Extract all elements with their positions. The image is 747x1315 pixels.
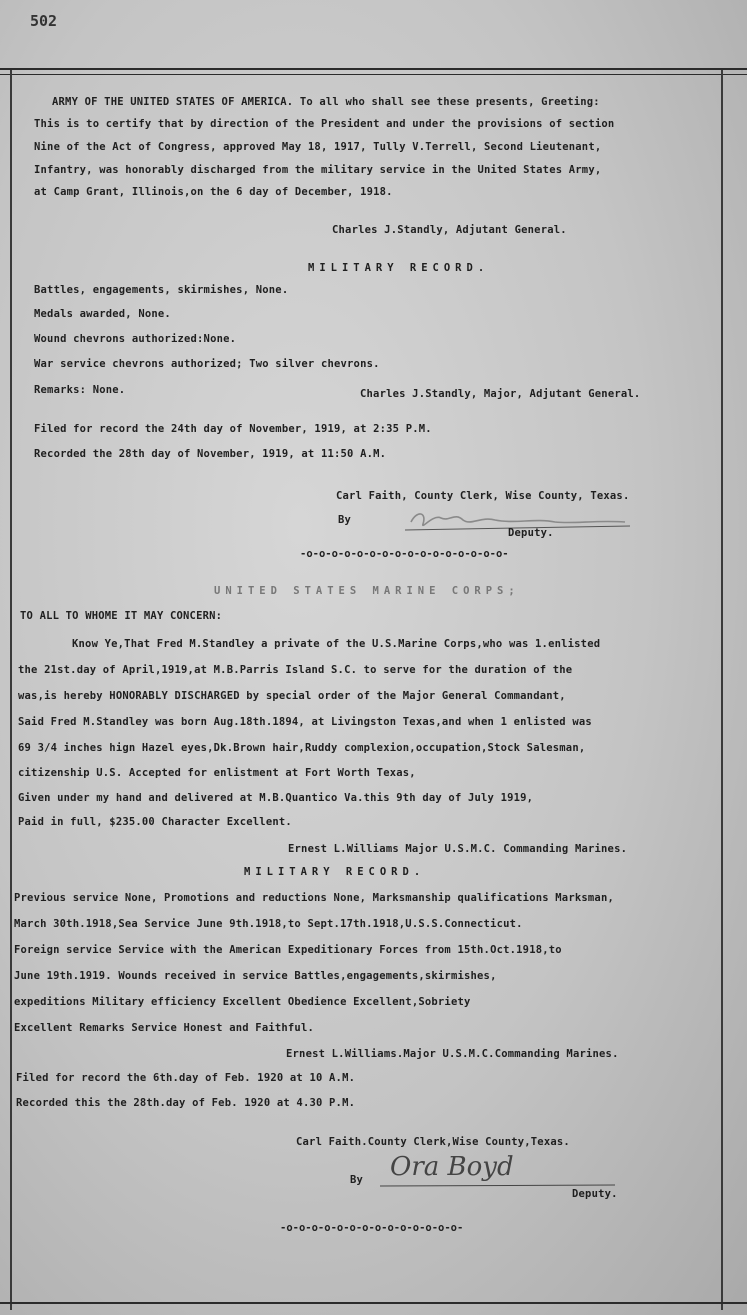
marine-record-line: March 30th.1918,Sea Service June 9th.1918,to Sept.17th.1918,U.S.S.Connecticut. [14, 918, 523, 930]
army-record-line: Medals awarded, None. [34, 308, 171, 320]
marine-clerk-line: Carl Faith.County Clerk,Wise County,Texas. [296, 1136, 570, 1148]
marine-recorded-line: Recorded this the 28th.day of Feb. 1920 at 4.30 P.M. [16, 1097, 356, 1109]
marine-filed-line: Filed for record the 6th.day of Feb. 1920 at 10 A.M. [16, 1072, 356, 1084]
army-signature-line: Charles J.Standly, Adjutant General. [332, 224, 567, 236]
army-by-label: By [338, 514, 352, 526]
marine-deputy-label: Deputy. [572, 1188, 618, 1200]
army-record-line: War service chevrons authorized; Two silver chevrons. [34, 358, 380, 370]
marine-body-line: citizenship U.S. Accepted for enlistment at Fort Worth Texas, [18, 767, 416, 779]
army-cert-line: Nine of the Act of Congress, approved May 18, 1917, Tully V.Terrell, Second Lieutenant, [34, 141, 602, 153]
marine-body-line: Said Fred M.Standley was born Aug.18th.1894, at Livingston Texas,and when 1 enlisted was [18, 716, 592, 728]
marine-heading: UNITED STATES MARINE CORPS; [214, 585, 520, 597]
marine-by-label: By [350, 1174, 364, 1186]
army-cert-line: This is to certify that by direction of the President and under the provisions of section [34, 118, 615, 130]
army-cert-line: Infantry, was honorably discharged from the military service in the United States Army, [34, 164, 602, 176]
marine-record-line: Foreign service Service with the American Expeditionary Forces from 15th.Oct.1918,to [14, 944, 562, 956]
section-separator: -o-o-o-o-o-o-o-o-o-o-o-o-o-o-o-o- [300, 548, 509, 560]
bottom-separator: -o-o-o-o-o-o-o-o-o-o-o-o-o-o- [280, 1222, 464, 1234]
marine-deputy-signature: Ora Boyd [390, 1152, 514, 1182]
army-recorded-line: Recorded the 28th day of November, 1919, at 11:50 A.M. [34, 448, 387, 460]
right-margin-rule [721, 70, 723, 1310]
army-remarks-signature: Charles J.Standly, Major, Adjutant General. [360, 388, 641, 400]
marine-record-line: June 19th.1919. Wounds received in service Battles,engagements,skirmishes, [14, 970, 497, 982]
marine-military-record-heading: MILITARY RECORD. [244, 866, 426, 878]
marine-body-line: was,is hereby HONORABLY DISCHARGED by special order of the Major General Commandant, [18, 690, 566, 702]
left-margin-rule [10, 70, 12, 1310]
army-cert-line: at Camp Grant, Illinois,on the 6 day of December, 1918. [34, 186, 393, 198]
army-military-record-heading: MILITARY RECORD. [308, 262, 490, 274]
army-remarks-label: Remarks: None. [34, 384, 126, 396]
marine-salutation: TO ALL TO WHOME IT MAY CONCERN: [20, 610, 223, 622]
army-filed-line: Filed for record the 24th day of November, 1919, at 2:35 P.M. [34, 423, 432, 435]
top-rule-thin [0, 74, 747, 75]
marine-signature-2: Ernest L.Williams.Major U.S.M.C.Commanding Marines. [286, 1048, 619, 1060]
marine-body-line: 69 3/4 inches hign Hazel eyes,Dk.Brown hair,Ruddy complexion,occupation,Stock Salesman, [18, 742, 586, 754]
army-record-line: Wound chevrons authorized:None. [34, 333, 237, 345]
page-number: 502 [30, 12, 58, 30]
top-rule [0, 68, 747, 70]
marine-body-line: Know Ye,That Fred M.Standley a private of the U.S.Marine Corps,who was 1.enlisted [72, 638, 601, 650]
army-clerk-line: Carl Faith, County Clerk, Wise County, Texas. [336, 490, 630, 502]
marine-body-line: the 21st.day of April,1919,at M.B.Parris Island S.C. to serve for the duration of the [18, 664, 573, 676]
marine-body-line: Given under my hand and delivered at M.B.Quantico Va.this 9th day of July 1919, [18, 792, 534, 804]
marine-record-line: Excellent Remarks Service Honest and Faithful. [14, 1022, 314, 1034]
marine-record-line: Previous service None, Promotions and reductions None, Marksmanship qualifications Marksman, [14, 892, 614, 904]
marine-record-line: expeditions Military efficiency Excellent Obedience Excellent,Sobriety [14, 996, 471, 1008]
bottom-rule [0, 1302, 747, 1304]
army-cert-line: ARMY OF THE UNITED STATES OF AMERICA. To all who shall see these presents, Greeting: [52, 96, 600, 108]
marine-body-line: Paid in full, $235.00 Character Excellent. [18, 816, 292, 828]
army-record-line: Battles, engagements, skirmishes, None. [34, 284, 289, 296]
marine-signature-1: Ernest L.Williams Major U.S.M.C. Commanding Marines. [288, 843, 628, 855]
army-deputy-label: Deputy. [508, 527, 554, 539]
